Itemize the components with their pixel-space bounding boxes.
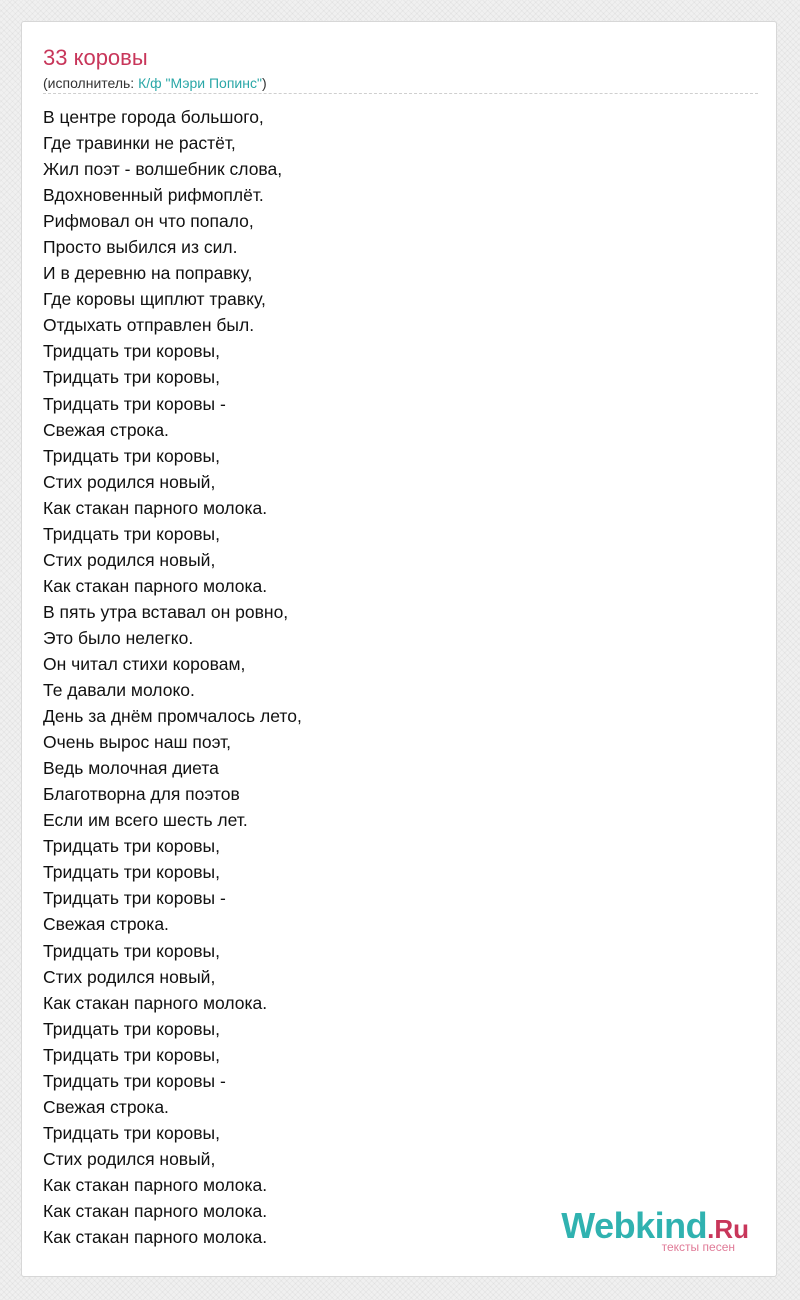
lyric-line: Где травинки не растёт, bbox=[43, 133, 236, 154]
lyric-line: Тридцать три коровы, bbox=[43, 1122, 220, 1143]
lyric-line: Стих родился новый, bbox=[43, 966, 216, 987]
site-logo[interactable] bbox=[549, 1206, 749, 1254]
performer-suffix: ) bbox=[261, 75, 267, 91]
lyric-line: И в деревню на поправку, bbox=[43, 263, 253, 284]
lyric-line: Отдыхать отправлен был. bbox=[43, 315, 255, 336]
lyric-line: Просто выбился из сил. bbox=[43, 237, 238, 258]
lyric-line: Тридцать три коровы, bbox=[43, 940, 220, 961]
lyric-line: Тридцать три коровы, bbox=[43, 836, 220, 857]
lyric-line: День за днём промчалось лето, bbox=[43, 706, 302, 727]
lyric-line: Вдохновенный рифмоплёт. bbox=[43, 185, 264, 206]
lyric-line: Тридцать три коровы - bbox=[43, 393, 226, 414]
lyric-line: Стих родился новый, bbox=[43, 1148, 216, 1169]
lyric-line: Тридцать три коровы, bbox=[43, 862, 220, 883]
lyric-line: Как стакан парного молока. bbox=[43, 575, 268, 596]
lyric-line: Где коровы щиплют травку, bbox=[43, 289, 266, 310]
lyrics-card bbox=[21, 21, 777, 1277]
lyric-line: Тридцать три коровы, bbox=[43, 445, 220, 466]
title-divider bbox=[43, 93, 758, 94]
lyric-line: Он читал стихи коровам, bbox=[43, 653, 246, 674]
lyric-line: Тридцать три коровы, bbox=[43, 367, 220, 388]
lyric-line: Как стакан парного молока. bbox=[43, 1200, 268, 1221]
lyric-line: Как стакан парного молока. bbox=[43, 992, 268, 1013]
lyric-line: Свежая строка. bbox=[43, 1096, 169, 1117]
lyric-line: Те давали молоко. bbox=[43, 680, 195, 701]
lyric-line: В пять утра вставал он ровно, bbox=[43, 601, 289, 622]
logo-word: Webkind bbox=[561, 1205, 708, 1246]
lyrics-text bbox=[43, 104, 302, 1250]
lyric-line: Жил поэт - волшебник слова, bbox=[43, 159, 283, 180]
lyric-line: Стих родился новый, bbox=[43, 549, 216, 570]
lyric-line: Как стакан парного молока. bbox=[43, 1174, 268, 1195]
lyric-line: Тридцать три коровы, bbox=[43, 341, 220, 362]
lyric-line: Стих родился новый, bbox=[43, 471, 216, 492]
lyric-line: Это было нелегко. bbox=[43, 627, 194, 648]
lyric-line: Тридцать три коровы, bbox=[43, 523, 220, 544]
lyric-line: Как стакан парного молока. bbox=[43, 497, 268, 518]
logo-tld: .Ru bbox=[707, 1214, 749, 1244]
lyric-line: Тридцать три коровы - bbox=[43, 888, 226, 909]
lyric-line: Свежая строка. bbox=[43, 914, 169, 935]
performer-link[interactable]: К/ф "Мэри Попинс" bbox=[138, 75, 262, 91]
lyric-line: Рифмовал он что попало, bbox=[43, 211, 254, 232]
lyric-line: Тридцать три коровы, bbox=[43, 1044, 220, 1065]
lyric-line: Благотворна для поэтов bbox=[43, 784, 240, 805]
lyric-line: Как стакан парного молока. bbox=[43, 1227, 268, 1248]
performer-line bbox=[43, 73, 267, 93]
lyric-line: Очень вырос наш поэт, bbox=[43, 732, 232, 753]
lyric-line: Ведь молочная диета bbox=[43, 758, 219, 779]
lyric-line: Тридцать три коровы - bbox=[43, 1070, 226, 1091]
lyric-line: Свежая строка. bbox=[43, 419, 169, 440]
performer-prefix: (исполнитель: bbox=[43, 75, 139, 91]
lyric-line: В центре города большого, bbox=[43, 107, 264, 127]
song-title: 33 коровы bbox=[43, 45, 148, 70]
logo-subtitle: тексты песен bbox=[661, 1240, 735, 1254]
lyric-line: Тридцать три коровы, bbox=[43, 1018, 220, 1039]
lyric-line: Если им всего шесть лет. bbox=[43, 810, 248, 831]
